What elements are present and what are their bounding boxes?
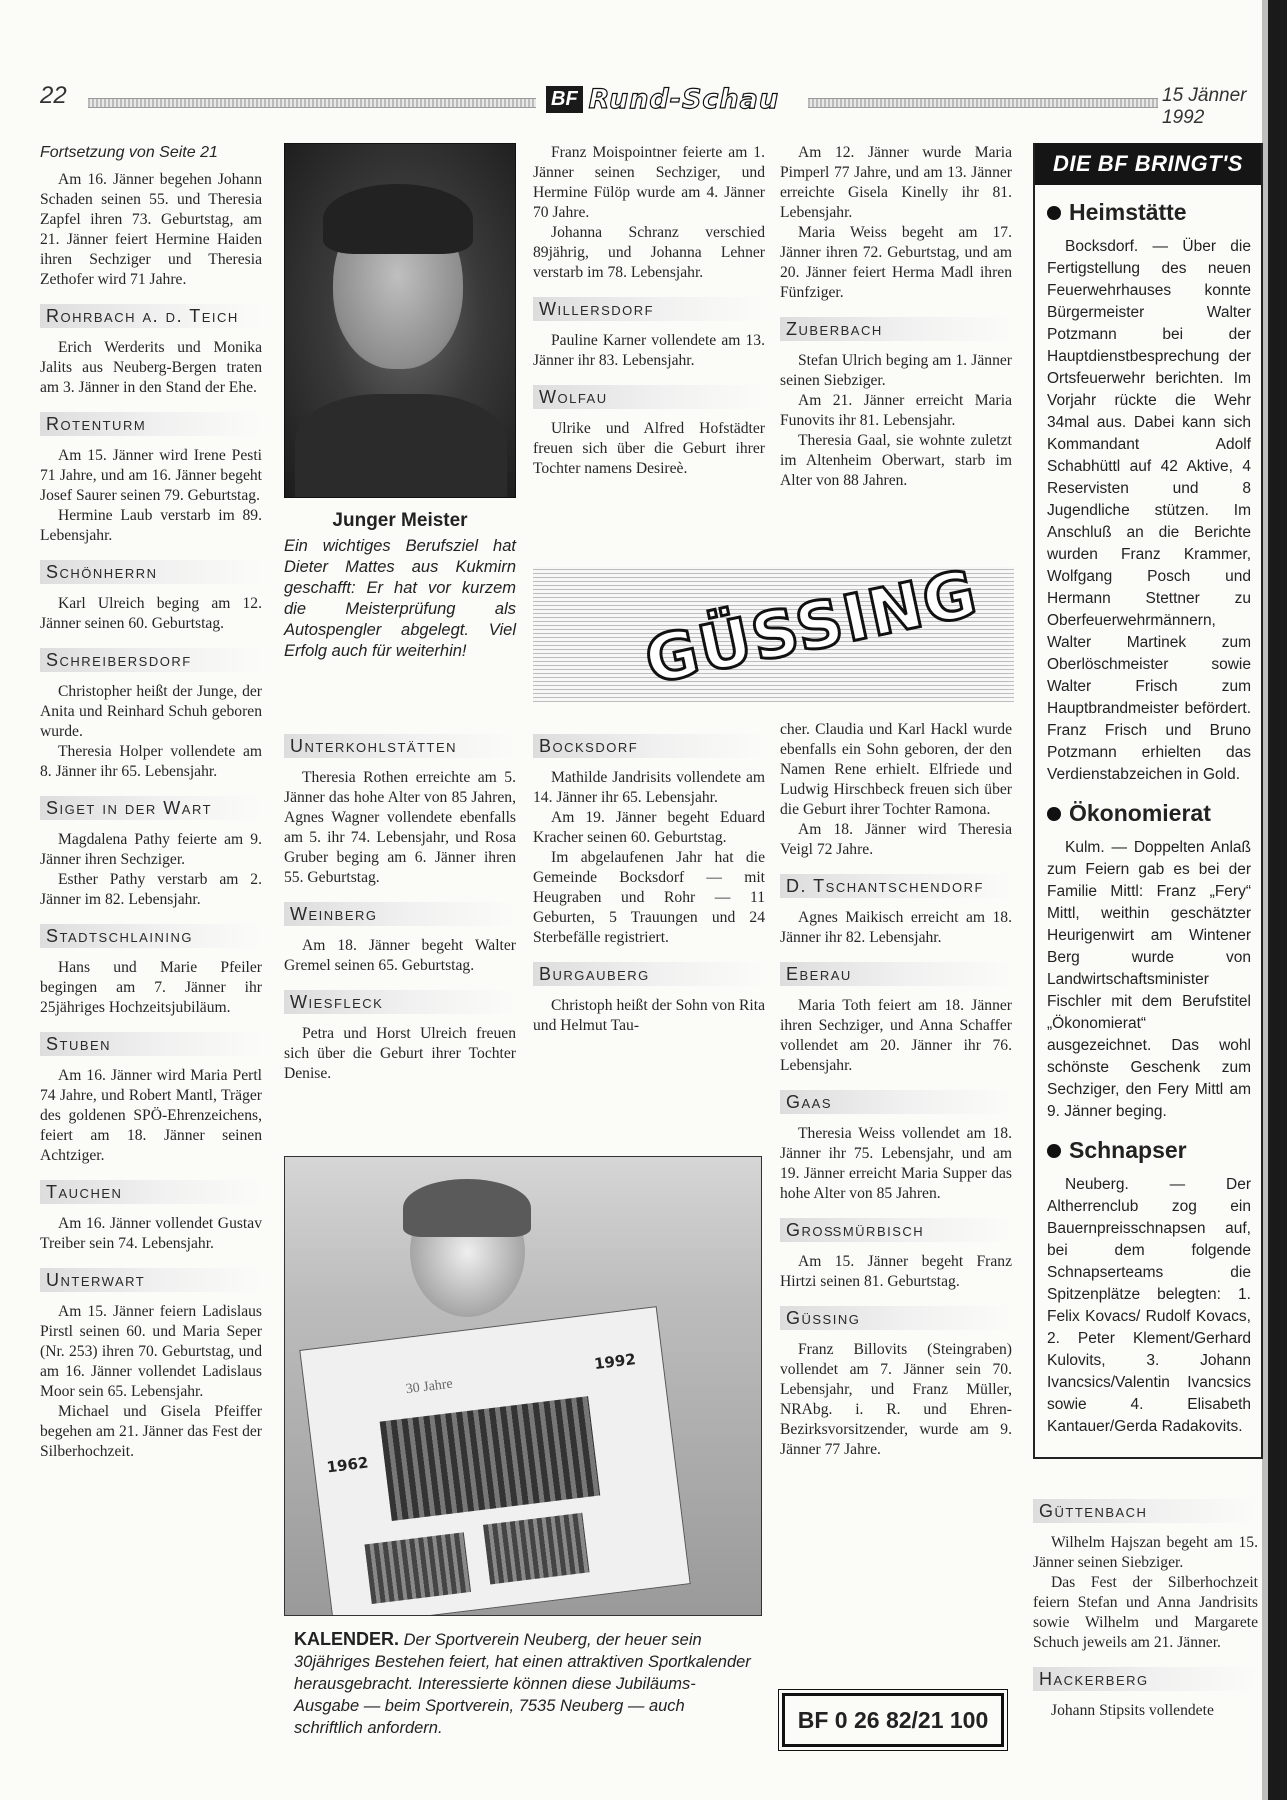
masthead-logo — [546, 84, 779, 115]
guessing-banner — [533, 556, 1014, 702]
header-rule-left — [88, 98, 536, 108]
calendar-year-right: 1992 — [593, 1350, 637, 1374]
caption-title: Junger Meister — [332, 510, 468, 531]
sidebar-section-title: Ökonomierat — [1069, 800, 1211, 826]
photo-shirt — [295, 394, 507, 498]
section-heading: Großmürbisch — [780, 1218, 1012, 1242]
sidebar-section-text: Bocksdorf. — Über die Fertigstellung des neuen Feuerwehrhauses konnte Bürgermeister Walter Potzmann bei der Hauptdienstbesprechung der Ortsfeuerwehr berichten. Im Vorjahr rückte die Wehr 34mal aus. Dabei kann sich Kommandant Adolf Schabhüttl auf 42 Aktive, 4 Reservisten und 8 Jugendliche stützen. Im Anschluß an die Berichte wurden Franz Krammer, Wolfgang Posch und Hermann Stettner zu Oberfeuerwehrmännern, Walter Martinek zum Oberlöschmeister sowie Walter Frisch zum Hauptbrandmeister befördert. Franz Frisch und Bruno Potzmann erhielten das Verdienstabzeichen in Gold. — [1047, 238, 1251, 783]
col4b-paragraph: Am 18. Jänner wird Theresia Veigl 72 Jahre. — [780, 821, 1012, 858]
page-edge — [1268, 0, 1287, 1800]
calendar-small-photo — [483, 1513, 590, 1585]
bullet-icon — [1047, 807, 1061, 821]
col4-paragraph: Maria Weiss begeht am 17. Jänner ihren 72. Geburtstag, und am 20. Jänner feiert Herma Madl ihren Fünfziger. — [780, 224, 1012, 301]
section-heading: Bocksdorf — [533, 734, 765, 758]
col5b-sections — [1033, 1499, 1258, 1721]
section-paragraph: Esther Pathy verstarb am 2. Jänner im 82. Lebensjahr. — [40, 871, 262, 908]
section-heading: Stadtschlaining — [40, 924, 262, 948]
column-3-lower — [533, 720, 765, 1036]
section-paragraph: Mathilde Jandrisits vollendete am 14. Jänner ihr 65. Lebensjahr. — [533, 769, 765, 806]
continuation-note: Fortsetzung von Seite 21 — [40, 144, 218, 161]
section-heading: Unterkohlstätten — [284, 734, 516, 758]
section-heading: Schreibersdorf — [40, 648, 262, 672]
sidebar-section-title: Schnapser — [1069, 1137, 1187, 1163]
section-heading: Gaas — [780, 1090, 1012, 1114]
photo-calendar — [299, 1306, 690, 1616]
sidebar-section-text: Kulm. — Doppelten Anlaß zum Feiern gab es bei der Familie Mittl: Franz „Fery“ Mittl, weithin geschätzter Heurigenwirt am Wintener Berg wurde von Landwirtschaftsminister Fischler mit dem Berufstitel „Ökonomierat“ ausgezeichnet. Das wohl schönste Geschenk zum Sechziger, den Fery Mittl am 9. Jänner beging. — [1047, 839, 1251, 1120]
section-heading: Wiesfleck — [284, 990, 516, 1014]
section-paragraph: Am 16. Jänner wird Maria Pertl 74 Jahre, und Robert Mantl, Träger des goldenen SPÖ-Ehrenzeichens, feiert am 18. Jänner seinen Achtziger. — [40, 1067, 262, 1164]
section-paragraph: Hermine Laub verstarb im 89. Lebensjahr. — [40, 507, 262, 544]
bullet-icon — [1047, 206, 1061, 220]
section-paragraph: Das Fest der Silberhochzeit feiern Stefan und Anna Jandrisits sowie Wilhelm und Margarete Schuch jeweils am 21. Jänner. — [1033, 1574, 1258, 1651]
section-heading: Güssing — [780, 1306, 1012, 1330]
section-paragraph: Ulrike und Alfred Hofstädter freuen sich über die Geburt ihrer Tochter namens Desireè. — [533, 420, 765, 477]
caption-lead: KALENDER. — [294, 1629, 400, 1649]
calendar-year-left: 1962 — [325, 1453, 370, 1477]
section-paragraph: Am 15. Jänner begeht Franz Hirtzi seinen 81. Geburtstag. — [780, 1253, 1012, 1290]
calendar-caption — [294, 1628, 756, 1739]
section-heading: Güttenbach — [1033, 1499, 1258, 1523]
col1-sections — [40, 304, 262, 1462]
sidebar-title: DIE BF BRINGT'S — [1035, 143, 1261, 185]
issue-date: 15 Jänner 1992 — [1162, 85, 1247, 128]
section-paragraph: Theresia Gaal, sie wohnte zuletzt im Altenheim Oberwart, starb im Alter von 88 Jahren. — [780, 432, 1012, 489]
section-heading: Willersdorf — [533, 297, 765, 321]
section-heading: Schönherrn — [40, 560, 262, 584]
section-paragraph: Christopher heißt der Junge, der Anita und Reinhard Schuh geboren wurde. — [40, 683, 262, 740]
logo-title: Rund-Schau — [588, 84, 780, 115]
section-paragraph: Am 15. Jänner feiern Ladislaus Pirstl seinen 60. und Maria Seper (Nr. 253) ihren 70. Geburtstag, und am 16. Jänner vollendet Ladislaus Moor sein 65. Lebensjahr. — [40, 1303, 262, 1400]
section-paragraph: Pauline Karner vollendete am 13. Jänner ihr 83. Lebensjahr. — [533, 332, 765, 369]
section-paragraph: Magdalena Pathy feierte am 9. Jänner ihren Sechziger. — [40, 831, 262, 868]
section-paragraph: Michael und Gisela Pfeiffer begehen am 21. Jänner das Fest der Silberhochzeit. — [40, 1403, 262, 1460]
section-paragraph: Franz Billovits (Steingraben) vollendet am 7. Jänner sein 70. Lebensjahr, und Franz Müller, NRAbg. i. R. und Ehren-Bezirksvorsitzender, wurde am 9. Jänner 77 Jahre. — [780, 1341, 1012, 1458]
sidebar-section — [1047, 800, 1251, 1123]
section-heading: Siget in der Wart — [40, 796, 262, 820]
section-paragraph: Erich Werderits und Monika Jalits aus Neuberg-Bergen traten am 3. Jänner in den Stand der Ehe. — [40, 339, 262, 396]
section-paragraph: Agnes Maikisch erreicht am 18. Jänner ihr 82. Lebensjahr. — [780, 909, 1012, 946]
column-4-lower — [780, 720, 1012, 1460]
section-heading: Unterwart — [40, 1268, 262, 1292]
section-paragraph: Johann Stipsits vollendete — [1051, 1702, 1214, 1719]
section-paragraph: Wilhelm Hajszan begeht am 15. Jänner seinen Siebziger. — [1033, 1534, 1258, 1571]
section-heading: Burgauberg — [533, 962, 765, 986]
section-paragraph: Maria Toth feiert am 18. Jänner ihren Sechziger, und Anna Schaffer vollendet am 20. Jänner ihr 76. Lebensjahr. — [780, 997, 1012, 1074]
section-heading: Rotenturm — [40, 412, 262, 436]
logo-bf: BF — [546, 86, 583, 113]
calendar-photo — [284, 1156, 762, 1616]
section-heading: D. Tschantschendorf — [780, 874, 1012, 898]
col2b-sections — [284, 734, 516, 1084]
caption-body: Der Sportverein Neuberg, der heuer sein 30jähriges Bestehen feiert, hat einen attraktiven Sportkalender herausgebracht. Interessierte können diese Jubiläums-Ausgabe — beim Sportverein, 7535 Neuberg — auch schriftlich anfordern. — [294, 1631, 751, 1737]
section-paragraph: Petra und Horst Ulreich freuen sich über die Geburt ihrer Tochter Denise. — [284, 1025, 516, 1082]
calendar-team-photo — [380, 1396, 601, 1521]
banner-title: GÜSSING — [638, 556, 985, 700]
phone-box: BF 0 26 82/21 100 — [782, 1693, 1004, 1747]
bullet-icon — [1047, 1144, 1061, 1158]
section-paragraph: Am 21. Jänner erreicht Maria Funovits ihr 81. Lebensjahr. — [780, 392, 1012, 429]
col3-sections — [533, 297, 765, 479]
col3-paragraph: Johanna Schranz verschied 89jährig, und Johanna Lehner verstarb im 78. Lebensjahr. — [533, 224, 765, 281]
column-4 — [780, 143, 1012, 491]
section-heading: Eberau — [780, 962, 1012, 986]
col4b-paragraph: cher. Claudia und Karl Hackl wurde ebenfalls ein Sohn geboren, der den Namen Rene erhielt. Elfriede und Ludwig Hirschbeck freuen sich über die Geburt ihrer Tochter Ramona. — [780, 721, 1012, 818]
column-5-lower — [1033, 1485, 1258, 1721]
calendar-subtitle: 30 Jahre — [405, 1376, 454, 1398]
portrait-caption — [284, 510, 516, 662]
column-2-lower — [284, 720, 516, 1084]
section-heading: Rohrbach a. d. Teich — [40, 304, 262, 328]
col4-paragraph: Am 12. Jänner wurde Maria Pimperl 77 Jahre, und am 13. Jänner erreichte Gisela Kinelly ihr 81. Lebensjahr. — [780, 144, 1012, 221]
page-number: 22 — [40, 82, 67, 109]
section-paragraph: Stefan Ulrich beging am 1. Jänner seinen Siebziger. — [780, 352, 1012, 389]
section-paragraph: Hans und Marie Pfeiler begingen am 7. Jänner ihr 25jähriges Hochzeitsjubiläum. — [40, 959, 262, 1016]
section-paragraph: Am 15. Jänner wird Irene Pesti 71 Jahre, und am 16. Jänner begeht Josef Saurer seinen 79. Geburtstag. — [40, 447, 262, 504]
section-paragraph: Theresia Holper vollendete am 8. Jänner ihr 65. Lebensjahr. — [40, 743, 262, 780]
section-paragraph: Am 18. Jänner begeht Walter Gremel seinen 65. Geburtstag. — [284, 937, 516, 974]
section-heading: Stuben — [40, 1032, 262, 1056]
section-heading: Zuberbach — [780, 317, 1012, 341]
col3-paragraph: Franz Moispointner feierte am 1. Jänner seinen Sechziger, und Hermine Fülöp wurde am 4. Jänner 70 Jahre. — [533, 144, 765, 221]
page-header — [40, 80, 1262, 128]
header-rule-right — [808, 98, 1158, 108]
col4b-sections — [780, 874, 1012, 1460]
section-paragraph: Im abgelaufenen Jahr hat die Gemeinde Bocksdorf — mit Heugraben und Rohr — 11 Geburten, 5 Trauungen und 24 Sterbefälle registriert. — [533, 849, 765, 946]
sidebar-section-text: Neuberg. — Der Altherrenclub zog ein Bauernpreisschnapsen auf, bei dem folgende Schnapserteams die Spitzenplätze belegten: 1. Felix Kovacs/ Rudolf Kovacs, 2. Peter Klement/Gerhard Kulovits, 3. Johann Ivancsics/Valentin Ivancsics sowie 4. Elisabeth Kantauer/Gerda Radakovits. — [1047, 1176, 1251, 1435]
caption-text: Ein wichtiges Berufsziel hat Dieter Mattes aus Kukmirn geschafft: Er hat vor kurzem die Meisterprüfung als Autospengler abgelegt. Viel Erfolg auch für weiterhin! — [284, 537, 516, 660]
section-heading: Tauchen — [40, 1180, 262, 1204]
section-paragraph: Am 16. Jänner vollendet Gustav Treiber sein 74. Lebensjahr. — [40, 1215, 262, 1252]
section-paragraph: Theresia Weiss vollendet am 18. Jänner ihr 75. Lebensjahr, und am 19. Jänner erreicht Maria Supper das hohe Alter von 85 Jahren. — [780, 1125, 1012, 1202]
col4-sections — [780, 317, 1012, 491]
section-paragraph: Theresia Rothen erreichte am 5. Jänner das hohe Alter von 85 Jahren, Agnes Wagner vollendete ebenfalls am 5. ihr 74. Lebensjahr, und Rosa Gruber beging am 6. Jänner ihren 55. Geburtstag. — [284, 769, 516, 886]
section-paragraph: Am 19. Jänner begeht Eduard Kracher seinen 60. Geburtstag. — [533, 809, 765, 846]
photo-hair — [323, 184, 473, 254]
section-heading: Hackerberg — [1033, 1667, 1258, 1691]
col3b-sections — [533, 734, 765, 1036]
sidebar-section — [1047, 199, 1251, 786]
section-paragraph: Karl Ulreich beging am 12. Jänner seinen 60. Geburtstag. — [40, 595, 262, 632]
calendar-small-photo — [364, 1532, 471, 1604]
section-paragraph: Christoph heißt der Sohn von Rita und Helmut Tau- — [533, 997, 765, 1034]
portrait-photo — [284, 143, 516, 498]
sidebar-box — [1033, 143, 1263, 1459]
column-1 — [40, 143, 262, 1462]
photo-child-hair — [403, 1179, 531, 1237]
intro-paragraph: Am 16. Jänner begehen Johann Schaden seinen 55. und Theresia Zapfel ihren 73. Geburtstag, am 21. Jänner feiert Hermine Haiden ihren Sechziger und Theresia Zethofer wird 71 Jahre. — [40, 171, 262, 288]
sidebar-section — [1047, 1137, 1251, 1438]
section-heading: Weinberg — [284, 902, 516, 926]
sidebar-section-title: Heimstätte — [1069, 199, 1187, 225]
section-heading: Wolfau — [533, 385, 765, 409]
column-3 — [533, 143, 765, 479]
